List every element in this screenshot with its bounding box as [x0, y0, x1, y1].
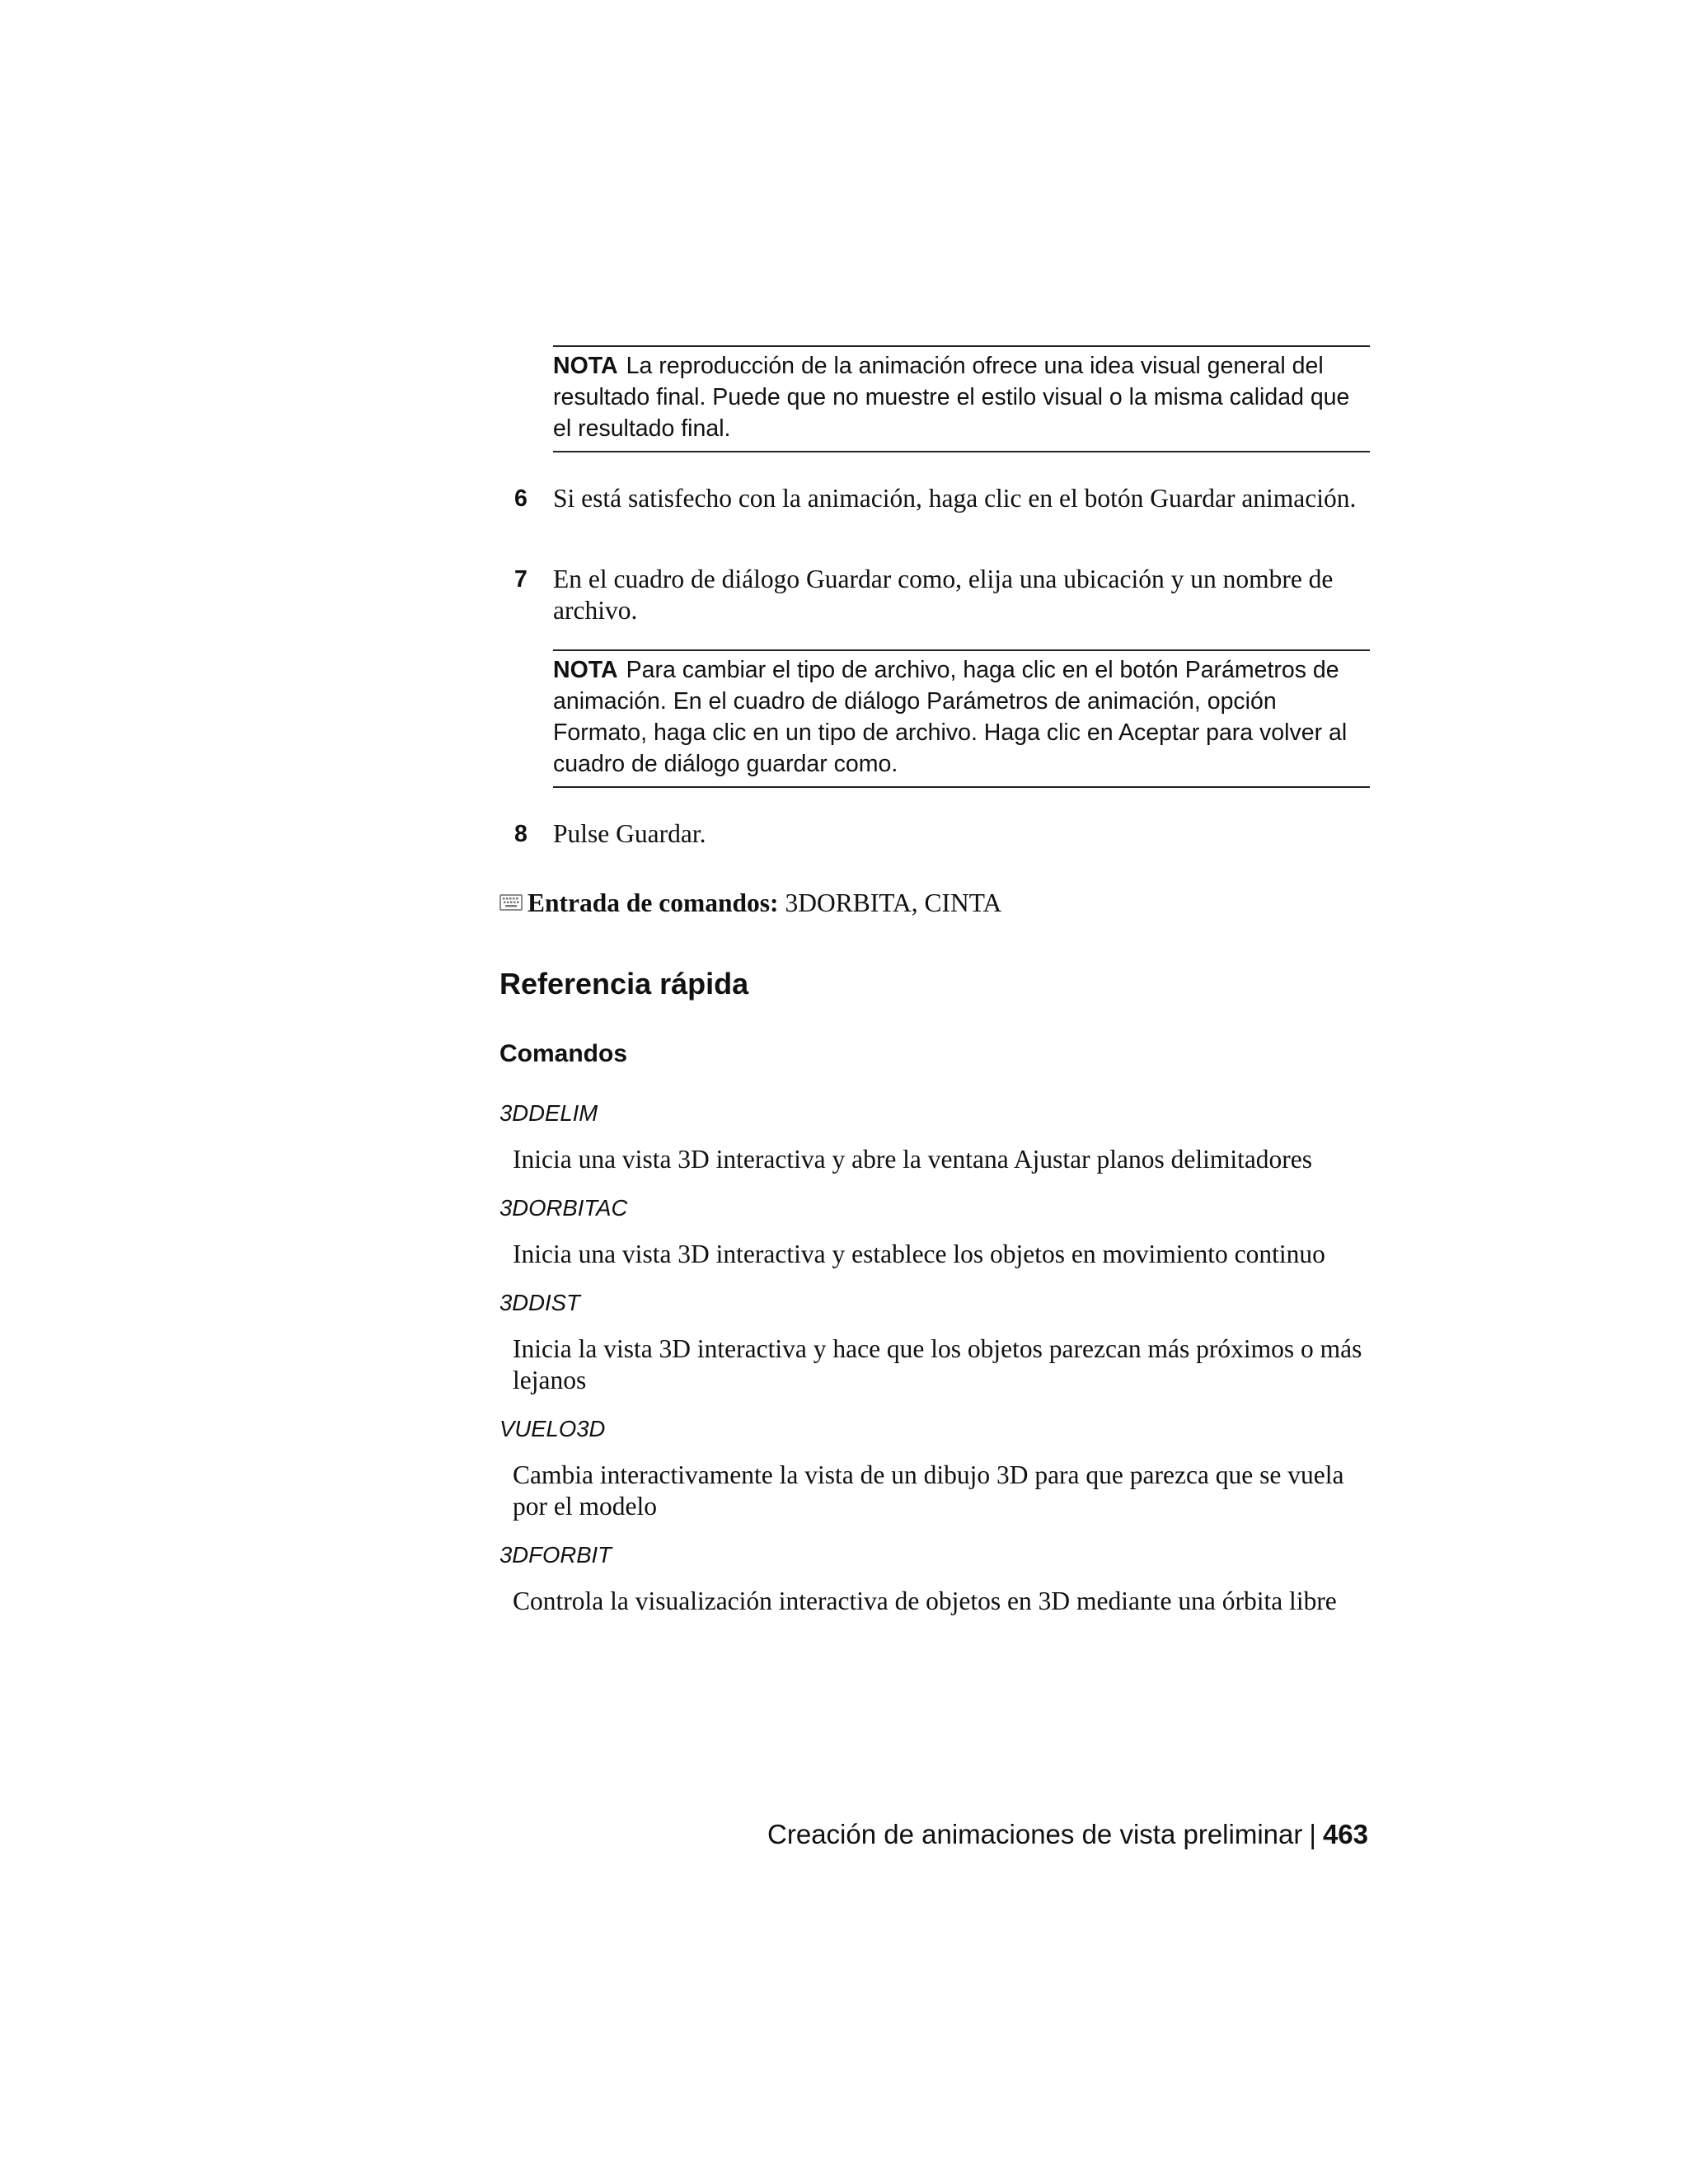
note-text: Para cambiar el tipo de archivo, haga clic en el botón Parámetros de animación. En el cuadro de diálogo Parámetros de animación, opción Formato, haga clic en un tipo de archivo. Haga clic en Aceptar para volver al cuadro de diálogo guardar como.	[553, 657, 1348, 777]
keyboard-icon	[499, 887, 523, 918]
command-entry-label: Entrada de comandos:	[528, 888, 779, 917]
note-label: NOTA	[553, 353, 618, 379]
footer-section-title: Creación de animaciones de vista preliminar	[767, 1819, 1303, 1849]
command-description: Cambia interactivamente la vista de un dibujo 3D para que parezca que se vuela por el modelo	[513, 1460, 1344, 1521]
note-text: La reproducción de la animación ofrece una idea visual general del resultado final. Puede que no muestre el estilo visual o la misma calidad que el resultado final.	[553, 353, 1350, 442]
step-number: 8	[514, 821, 528, 847]
step-item	[511, 483, 1372, 514]
command-description: Inicia la vista 3D interactiva y hace que los objetos parezcan más próximos o más lejanos	[513, 1334, 1362, 1394]
note-box	[553, 345, 1370, 452]
command-name: 3DORBITAC	[499, 1195, 628, 1221]
step-text: En el cuadro de diálogo Guardar como, elija una ubicación y un nombre de archivo.	[553, 565, 1334, 625]
command-name: 3DFORBIT	[499, 1542, 612, 1568]
step-text: Pulse Guardar.	[553, 819, 706, 848]
step-item	[511, 564, 1372, 626]
note-label: NOTA	[553, 657, 618, 683]
command-description: Inicia una vista 3D interactiva y abre la ventana Ajustar planos delimitadores	[513, 1145, 1313, 1174]
step-number: 7	[514, 566, 528, 593]
command-name: 3DDIST	[499, 1290, 580, 1315]
command-name: 3DDELIM	[499, 1100, 598, 1126]
quick-reference-heading: Referencia rápida	[499, 967, 749, 1001]
step-number: 6	[514, 485, 528, 512]
note-box	[553, 649, 1370, 788]
step-text: Si está satisfecho con la animación, haga clic en el botón Guardar animación.	[553, 484, 1357, 513]
command-entry	[499, 888, 1001, 921]
command-name: VUELO3D	[499, 1416, 606, 1441]
footer-separator: |	[1309, 1819, 1316, 1849]
step-item	[511, 818, 1372, 850]
commands-heading: Comandos	[499, 1040, 628, 1067]
command-description: Inicia una vista 3D interactiva y establece los objetos en movimiento continuo	[513, 1240, 1325, 1268]
command-entry-value: 3DORBITA, CINTA	[785, 888, 1002, 917]
page-number: 463	[1322, 1819, 1368, 1849]
command-description: Controla la visualización interactiva de objetos en 3D mediante una órbita libre	[513, 1586, 1337, 1615]
page-footer	[767, 1818, 1368, 1851]
